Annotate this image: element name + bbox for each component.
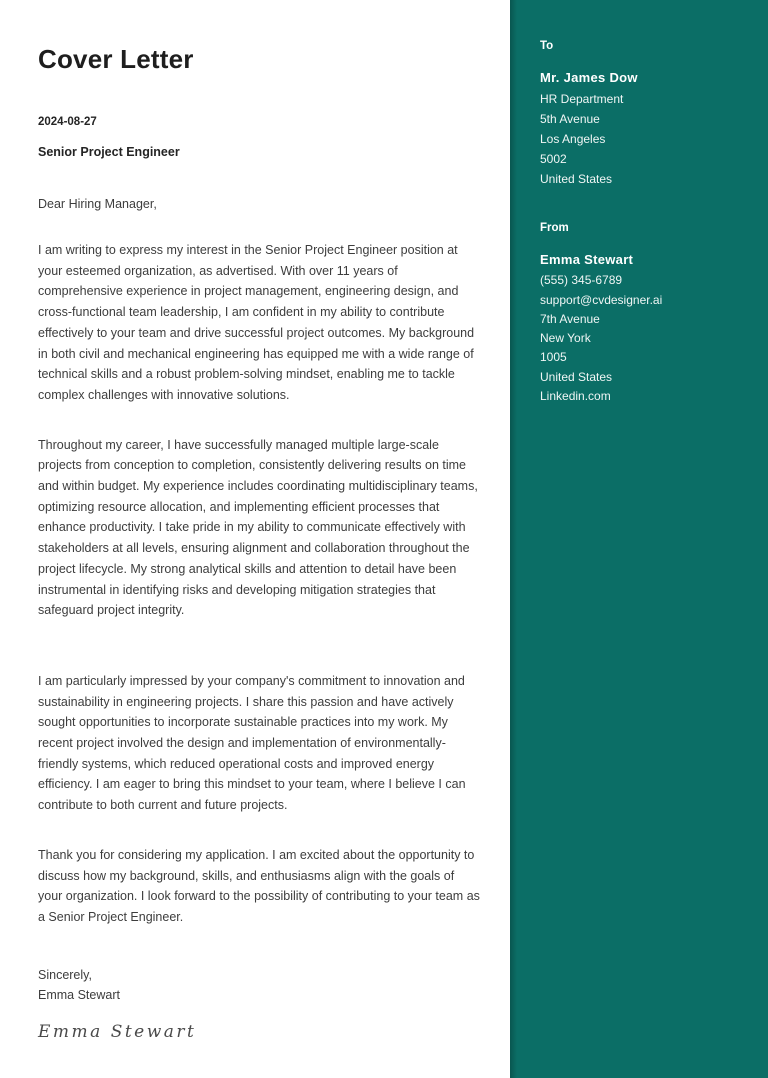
contact-sidebar-inner [510,0,768,402]
paragraph-introduction: I am writing to express my interest in the Senior Project Engineer position at your esteemed organization, as advertised. With over 11 years of comprehensive experience in project management, engineering design, and cross-functional team leadership, I am confident in my ability to contribute effectively to your team and drive successful project outcomes. My background in both civil and mechanical engineering has equipped me with a wide range of technical skills and a robust problem-solving mindset, enabling me to tackle complex challenges with innovative solutions. [38,243,475,402]
recipient-department: HR Department [540,92,624,106]
sender-section [540,222,748,402]
closing-block [38,965,480,1006]
letter-date: 2024-08-27 [38,116,97,128]
sender-email: support@cvdesigner.ai [540,292,663,307]
sender-name: Emma Stewart [540,252,634,267]
salutation: Dear Hiring Manager, [38,197,157,211]
sender-linkedin: Linkedin.com [540,389,611,404]
sender-street: 7th Avenue [540,311,600,326]
sender-phone: (555) 345-6789 [540,273,623,288]
job-position-title: Senior Project Engineer [38,145,180,159]
closing-word: Sincerely, [38,967,92,982]
sender-zip: 1005 [540,350,567,365]
sender-country: United States [540,369,613,384]
paragraph-company-fit: I am particularly impressed by your company's commitment to innovation and sustainability in engineering projects. I share this passion and have actively sought opportunities to incorporate sustainable practices into my work. My recent project involved the design and implementation of environmentally-friendly systems, which reduced operational costs and improved energy efficiency. I am eager to bring this mindset to your team, where I believe I can contribute to both current and future projects. [38,673,466,813]
recipient-zip: 5002 [540,152,567,166]
handwritten-signature: Emma Stewart [38,1022,197,1043]
recipient-country: United States [540,172,613,186]
recipient-name: Mr. James Dow [540,70,638,85]
sender-city: New York [540,331,591,346]
contact-sidebar [510,0,768,1078]
signer-name: Emma Stewart [38,988,120,1003]
to-label: To [540,40,554,52]
recipient-street: 5th Avenue [540,112,600,126]
page-title: Cover Letter [38,44,194,74]
paragraph-thanks: Thank you for considering my application. I am excited about the opportunity to discuss how my background, skills, and enthusiasms align with the goals of your organization. I look forward to the possibility of contributing to your team as a Senior Project Engineer. [38,847,480,924]
paragraph-career: Throughout my career, I have successfully managed multiple large-scale projects from conception to completion, consistently delivering results on time and within budget. My experience includes coordinating multidisciplinary teams, optimizing resource allocation, and implementing efficient processes that enhance productivity. I take pride in my ability to communicate effectively with stakeholders at all levels, ensuring alignment and collaboration throughout the project lifecycle. My strong analytical skills and attention to detail have been instrumental in identifying risks and developing mitigation strategies that safeguard project integrity. [38,437,478,618]
recipient-city: Los Angeles [540,132,606,146]
recipient-section [540,40,748,185]
letter-body [38,0,480,1078]
from-label: From [540,222,569,234]
